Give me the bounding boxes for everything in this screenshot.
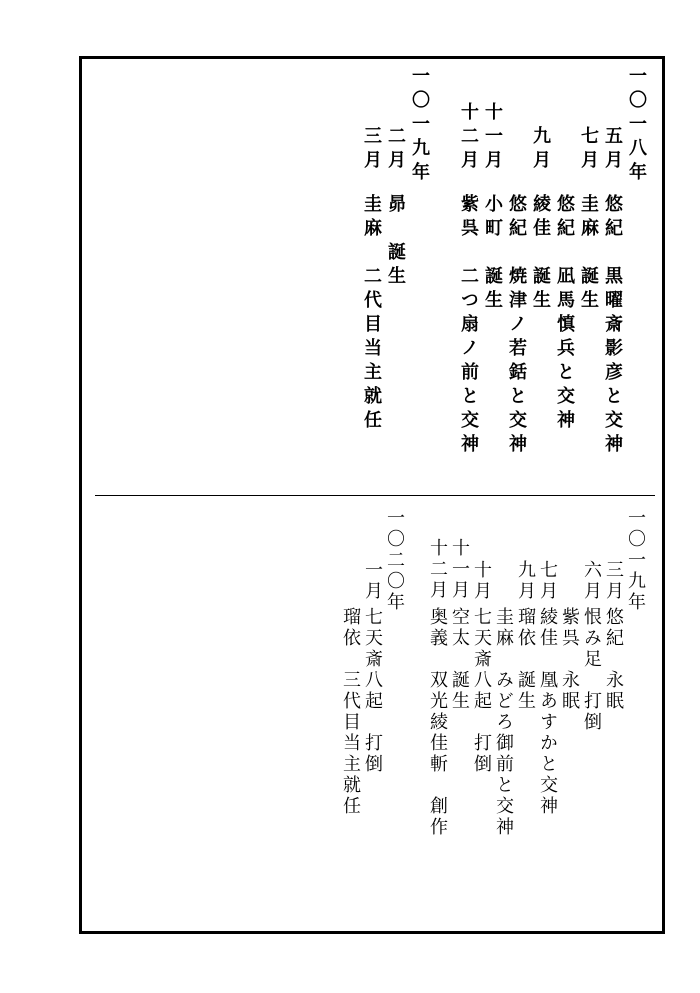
top-month-september: 九月 [530, 126, 551, 174]
top-month-november: 十一月 [482, 102, 503, 174]
bottom-event-rui-third-head: 瑠依 三代目当主就任 [341, 607, 361, 817]
bottom-month-december: 十二月 [428, 538, 448, 601]
bottom-year-1020: 一〇二〇年 [385, 508, 405, 613]
top-event-yuki-kokuyousai: 悠紀 黒曜斎影彦と交神 [602, 194, 623, 458]
top-event-yuki-nagima: 悠紀 凪馬慎兵と交神 [554, 194, 575, 434]
top-year-1019: 一〇一九年 [409, 66, 430, 186]
top-event-shigure-futatsuogi: 紫呉 二つ扇ノ前と交神 [458, 194, 479, 458]
bottom-event-ougi-creation: 奥義 双光綾佳斬 創作 [428, 607, 448, 838]
top-month-december: 十二月 [458, 102, 479, 174]
bottom-month-january: 一月 [363, 560, 383, 602]
top-event-komachi-birth: 小町 誕生 [482, 194, 503, 314]
bottom-month-july: 七月 [538, 560, 558, 602]
bottom-month-june: 六月 [582, 560, 602, 602]
bottom-year-1019: 一〇一九年 [626, 508, 646, 613]
top-year-1018: 一〇一八年 [626, 66, 647, 186]
section-divider [95, 495, 655, 496]
top-month-february: 二月 [385, 126, 406, 174]
top-event-yuki-yaizu: 悠紀 焼津ノ若銛と交神 [506, 194, 527, 458]
top-month-may: 五月 [602, 126, 623, 174]
bottom-event-ayaka-asuka: 綾佳 凰あすかと交神 [538, 607, 558, 817]
bottom-event-keima-midoro: 圭麻 みどろ御前と交神 [494, 607, 514, 838]
bottom-month-march: 三月 [604, 560, 624, 602]
bottom-event-sota-birth: 空太 誕生 [450, 607, 470, 712]
bottom-month-october: 十月 [472, 560, 492, 602]
bottom-month-september: 九月 [516, 560, 536, 602]
top-event-keima-second-head: 圭麻 二代目当主就任 [361, 194, 382, 434]
bottom-event-yuki-death: 悠紀 永眠 [604, 607, 624, 712]
bottom-event-rui-birth: 瑠依 誕生 [516, 607, 536, 712]
top-event-subaru-birth: 昴 誕生 [385, 194, 406, 290]
bottom-event-shigure-death: 紫呉 永眠 [560, 607, 580, 712]
top-month-july: 七月 [578, 126, 599, 174]
top-month-march: 三月 [361, 126, 382, 174]
bottom-month-november: 十一月 [450, 538, 470, 601]
bottom-event-shichitensai-defeat: 七天斎八起 打倒 [472, 607, 492, 775]
bottom-event-shichitensai-defeat-2: 七天斎八起 打倒 [363, 607, 383, 775]
top-event-ayaka-birth: 綾佳 誕生 [530, 194, 551, 314]
bottom-event-uramiashi-defeat: 恨み足 打倒 [582, 607, 602, 733]
top-event-keima-birth: 圭麻 誕生 [578, 194, 599, 314]
